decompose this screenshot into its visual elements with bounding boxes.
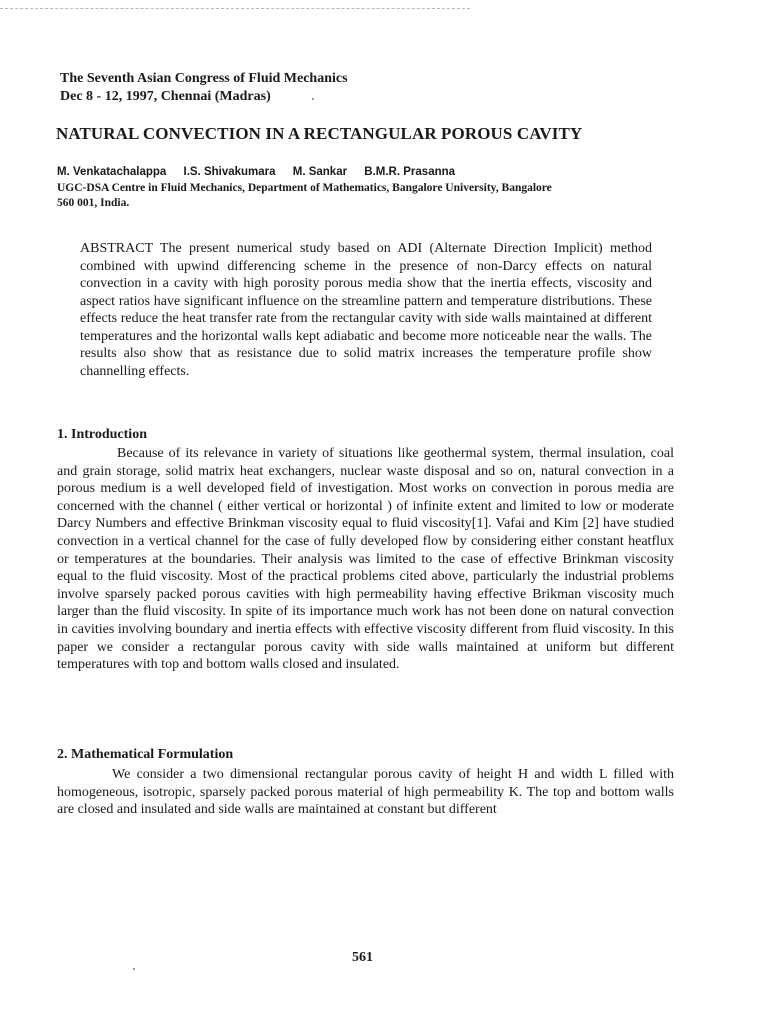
conference-header (60, 70, 348, 106)
author-name: M. Sankar (292, 166, 348, 178)
affiliation (57, 181, 657, 211)
section-body (57, 766, 674, 819)
conference-name: The Seventh Asian Congress of Fluid Mechanics (60, 71, 348, 86)
abstract (80, 240, 652, 380)
author-name: I.S. Shivakumara (183, 166, 276, 178)
abstract-label: ABSTRACT (80, 241, 153, 256)
affiliation-line: 560 001, India. (57, 197, 130, 209)
author-name: B.M.R. Prasanna (364, 166, 456, 178)
paper-title: NATURAL CONVECTION IN A RECTANGULAR POROUS CAVITY (56, 124, 583, 143)
author-list (57, 166, 469, 178)
section-heading: 2. Mathematical Formulation (57, 747, 234, 762)
conference-dates: Dec 8 - 12, 1997, Chennai (Madras) (60, 89, 271, 104)
author-name: M. Venkatachalappa (57, 166, 167, 178)
section-heading: 1. Introduction (57, 427, 147, 442)
affiliation-line: UGC-DSA Centre in Fluid Mechanics, Department of Mathematics, Bangalore University, Bangalore (57, 182, 552, 194)
section-text: We consider a two dimensional rectangular porous cavity of height H and width L filled with homogeneous, isotropic, sparsely packed porous material of high permeability K. The top and bottom walls are closed and insulated and side walls are maintained at constant but different (57, 767, 674, 818)
abstract-text: The present numerical study based on ADI (Alternate Direction Implicit) method combined with upwind differencing scheme in the presence of non-Darcy effects on natural convection in a cavity with high porosity porous media show that the inertia effects, viscosity and aspect ratios have significant influence on the streamline pattern and temperature distributions. These effects reduce the heat transfer rate from the rectangular cavity with side walls maintained at different temperatures and the horizontal walls kept adiabatic and become more noticeable near the walls. The results also show that as resistance due to solid matrix increases the temperature profile show channelling effects. (80, 241, 652, 379)
scan-artifact-line (0, 8, 470, 9)
section-text: Because of its relevance in variety of situations like geothermal system, thermal insulation, coal and grain storage, solid matrix heat exchangers, nuclear waste disposal and so on, natural convection in a porous medium is a well developed field of investigation. Most works on convection in porous media are concerned with the channel ( either vertical or horizontal ) of infinite extent and limited to low or moderate Darcy Numbers and effective Brinkman viscosity equal to fluid viscosity[1]. Vafai and Kim [2] have studied convection in a vertical channel for the case of fully developed flow by considering either constant heatflux or temperatures at the boundaries. Their analysis was limited to the case of effective Brinkman viscosity equal to the fluid viscosity. Most of the practical problems cited above, particularly the industrial problems involve sparsely packed porous cavities with high permeability having effective Brikman viscosity much larger than the fluid viscosity. In spite of its importance much work has not been done on natural convection in cavities involving boundary and inertia effects with effective viscosity different from fluid viscosity. In this paper we consider a rectangular porous cavity with side walls maintained at uniform but different temperatures with top and bottom walls closed and insulated. (57, 446, 674, 673)
scan-speck (133, 968, 135, 970)
page-number: 561 (352, 950, 373, 965)
section-body (57, 445, 674, 674)
